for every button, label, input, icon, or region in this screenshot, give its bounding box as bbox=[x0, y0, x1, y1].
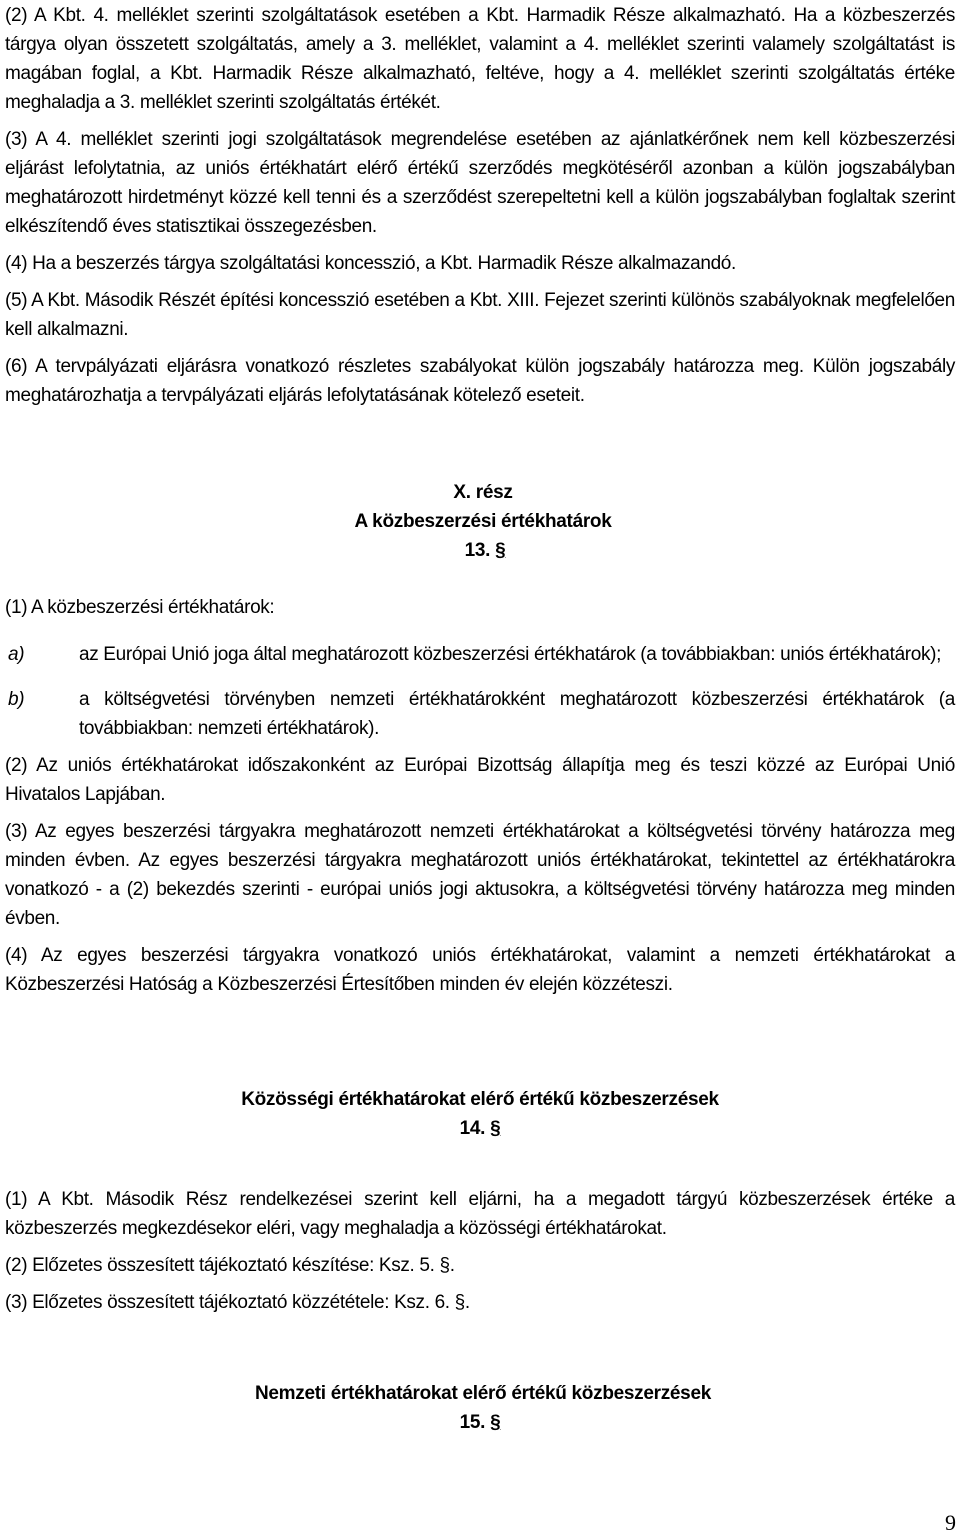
part-label: X. rész bbox=[453, 482, 513, 503]
section-14-num-text: 14. bbox=[459, 1118, 486, 1139]
list-item-b-mark: b) bbox=[8, 689, 25, 710]
section-15-title: Nemzeti értékhatárokat elérő értékű közbeszerzések bbox=[254, 1383, 711, 1404]
list-item-a bbox=[5, 640, 955, 669]
section-15-sign: § bbox=[490, 1412, 501, 1433]
list-item-a-text: az Európai Unió joga által meghatározott közbeszerzési értékhatárok (a továbbiakban: uniós értékhatárok); bbox=[79, 644, 942, 665]
section-13-num-text: 13. bbox=[464, 540, 491, 561]
list-item-b bbox=[5, 685, 955, 743]
section-14-paragraph-3: (3) Előzetes összesített tájékoztató közzététele: Ksz. 6. §. bbox=[5, 1292, 470, 1313]
page-number: 9 bbox=[945, 1510, 956, 1535]
top-paragraphs bbox=[5, 1, 955, 410]
paragraph-6: (6) A tervpályázati eljárásra vonatkozó részletes szabályokat külön jogszabály határozza meg. Külön jogszabály meghatározhatja a tervpályázati eljárás lefolytatásának kötelező eseteit. bbox=[5, 356, 955, 406]
paragraph-2: (2) A Kbt. 4. melléklet szerinti szolgáltatások esetében a Kbt. Harmadik Része alkalmazható. Ha a közbeszerzés tárgya olyan összetett szolgáltatás, amely a 3. melléklet, valamint a 4. melléklet szerinti valamely szolgáltatást is magában foglal, a Kbt. Harmadik Része alkalmazható, feltéve, hogy a 4. melléklet szerinti szolgáltatás értéke meghaladja a 3. melléklet szerinti szolgáltatás értékét. bbox=[5, 5, 955, 113]
section-14-paragraph-1: (1) A Kbt. Második Rész rendelkezései szerint kell eljárni, ha a megadott tárgyú közbeszerzések értéke a közbeszerzés megkezdésekor eléri, vagy meghaladja a közösségi értékhatárokat. bbox=[5, 1189, 955, 1239]
section-15-heading bbox=[5, 1379, 955, 1437]
paragraph-4: (4) Ha a beszerzés tárgya szolgáltatási koncesszió, a Kbt. Harmadik Része alkalmazandó. bbox=[5, 253, 736, 274]
part-heading bbox=[5, 478, 955, 565]
section-13-paragraph-4: (4) Az egyes beszerzési tárgyakra vonatkozó uniós értékhatárokat, valamint a nemzeti értékhatárokat a Közbeszerzési Hatóság a Közbeszerzési Értesítőben minden év elején közzéteszi. bbox=[5, 945, 955, 995]
section-13-body bbox=[5, 593, 955, 999]
section-14-paragraph-2: (2) Előzetes összesített tájékoztató készítése: Ksz. 5. §. bbox=[5, 1255, 455, 1276]
section-15-num-text: 15. bbox=[459, 1412, 486, 1433]
section-13-number bbox=[5, 536, 955, 565]
list-item-b-text: a költségvetési törvényben nemzeti értékhatárokként meghatározott közbeszerzési értékhatárok (a továbbiakban: nemzeti értékhatárok). bbox=[79, 689, 955, 739]
section-13-sign: § bbox=[495, 540, 506, 561]
section-14-heading bbox=[5, 1085, 955, 1143]
section-13-lead: (1) A közbeszerzési értékhatárok: bbox=[5, 597, 275, 618]
section-14-title: Közösségi értékhatárokat elérő értékű közbeszerzések bbox=[241, 1089, 719, 1110]
paragraph-5: (5) A Kbt. Második Részét építési koncesszió esetében a Kbt. XIII. Fejezet szerinti különös szabályoknak megfelelően kell alkalmazni. bbox=[5, 290, 955, 340]
section-14-body bbox=[5, 1185, 955, 1317]
list-item-a-mark: a) bbox=[8, 644, 25, 665]
section-14-sign: § bbox=[490, 1118, 501, 1139]
section-13-paragraph-3: (3) Az egyes beszerzési tárgyakra meghatározott nemzeti értékhatárokat a költségvetési törvény határozza meg minden évben. Az egyes beszerzési tárgyakra meghatározott uniós értékhatárokat, tekintettel az értékhatárokra vonatkozó - a (2) bekezdés szerinti - európai uniós jogi aktusokra, a költségvetési törvény határozza meg minden évben. bbox=[5, 821, 955, 929]
part-title: A közbeszerzési értékhatárok bbox=[354, 511, 612, 532]
section-15-number bbox=[5, 1408, 955, 1437]
section-13-paragraph-2: (2) Az uniós értékhatárokat időszakonként az Európai Bizottság állapítja meg és teszi közzé az Európai Unió Hivatalos Lapjában. bbox=[5, 755, 955, 805]
section-14-number bbox=[5, 1114, 955, 1143]
paragraph-3: (3) A 4. melléklet szerinti jogi szolgáltatások megrendelése esetében az ajánlatkérőnek nem kell közbeszerzési eljárást lefolytatnia, az uniós értékhatárt elérő értékű szerződés megkötéséről azonban a külön jogszabályban meghatározott hirdetményt közzé kell tenni és a szerződést szerepeltetni kell a külön jogszabályban foglaltak szerint elkészítendő éves statisztikai összegezésben. bbox=[5, 129, 955, 237]
